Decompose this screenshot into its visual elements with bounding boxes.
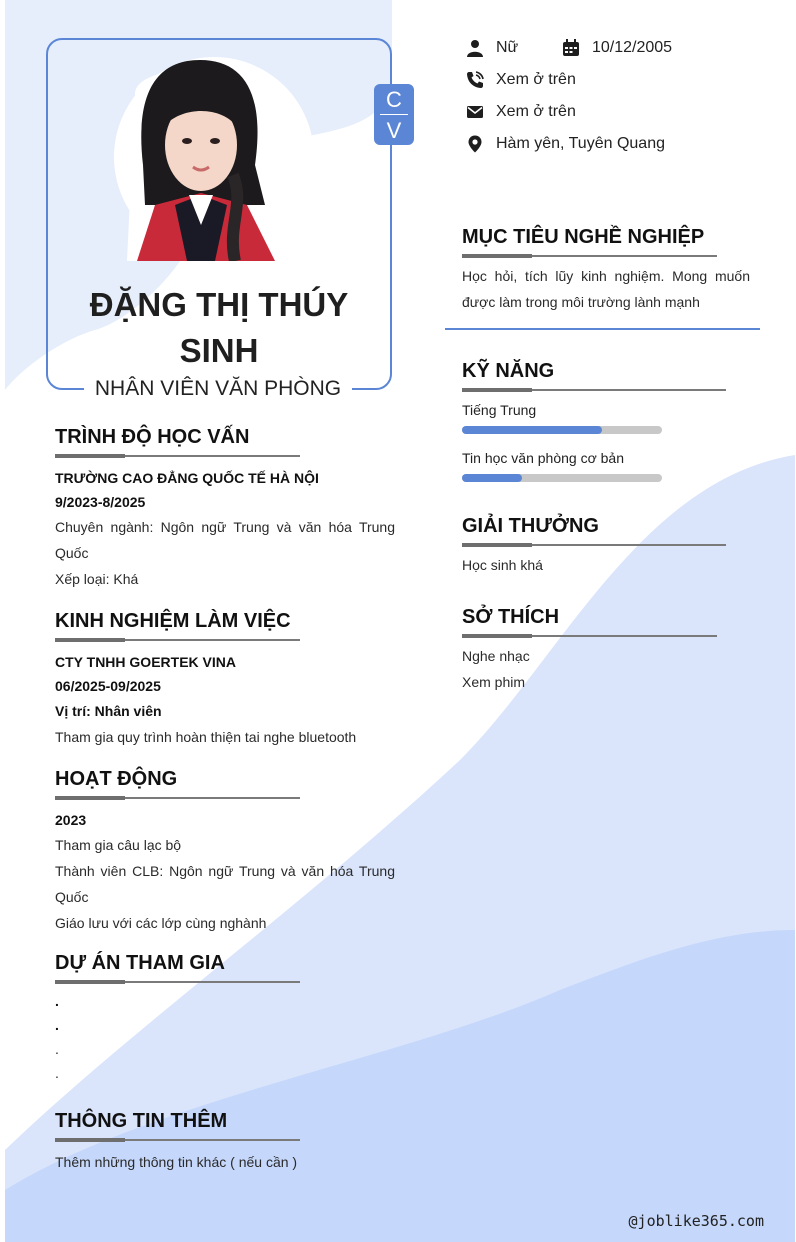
objective-title: MỤC TIÊU NGHỀ NGHIỆP [462, 226, 705, 248]
section-rule [462, 389, 726, 391]
hobbies-title: SỞ THÍCH [462, 606, 560, 628]
project-item: . [55, 1041, 59, 1057]
footer-handle[interactable]: @joblike365.com [628, 1212, 764, 1230]
education-title: TRÌNH ĐỘ HỌC VẤN [55, 426, 250, 448]
activities-section [55, 767, 395, 936]
profile-photo [115, 55, 277, 261]
skill-name: Tiếng Trung [462, 402, 537, 418]
activity-item: Tham gia câu lạc bộ [55, 837, 182, 853]
skills-title: KỸ NĂNG [462, 360, 555, 382]
section-rule [462, 544, 726, 546]
skill-item [462, 448, 750, 482]
more-info-text: Thêm những thông tin khác ( nếu cần ) [55, 1154, 298, 1170]
activity-item: Giáo lưu với các lớp cùng nghành [55, 915, 267, 931]
skill-bar [462, 474, 662, 482]
skill-name: Tin học văn phòng cơ bản [462, 450, 624, 466]
skill-bar-fill [462, 426, 602, 434]
gender-value: Nữ [496, 39, 519, 56]
education-grade: Xếp loại: Khá [55, 571, 139, 587]
section-rule [55, 639, 300, 641]
person-icon [466, 39, 484, 57]
more-info-section [55, 1109, 395, 1175]
section-rule [55, 797, 300, 799]
education-period: 9/2023-8/2025 [55, 494, 146, 510]
cv-badge [374, 84, 414, 145]
name-line-1: ĐẶNG THỊ THÚY [89, 286, 349, 323]
experience-period: 06/2025-09/2025 [55, 678, 161, 694]
badge-v: V [386, 118, 402, 143]
badge-c: C [386, 87, 402, 112]
badge-divider [380, 114, 408, 115]
right-column-divider [445, 328, 760, 330]
projects-title: DỰ ÁN THAM GIA [55, 952, 225, 974]
skill-item [462, 400, 750, 434]
education-school: TRƯỜNG CAO ĐẲNG QUỐC TẾ HÀ NỘI [55, 470, 319, 486]
phone-icon [466, 71, 484, 89]
education-major: Chuyên ngành: Ngôn ngữ Trung và văn hóa Trung Quốc [55, 519, 395, 561]
email-value[interactable]: Xem ở trên [496, 103, 576, 120]
education-section [55, 425, 395, 592]
projects-section [55, 951, 395, 1085]
location-pin-icon [466, 135, 484, 153]
email-icon [466, 103, 484, 121]
experience-description: Tham gia quy trình hoàn thiện tai nghe bluetooth [55, 729, 357, 745]
experience-position: Vị trí: Nhân viên [55, 703, 162, 719]
hobby-item: Nghe nhạc [462, 648, 530, 664]
hobbies-section [462, 605, 750, 695]
section-rule [462, 255, 717, 257]
experience-title: KINH NGHIỆM LÀM VIỆC [55, 610, 291, 632]
address-value: Hàm yên, Tuyên Quang [496, 135, 665, 152]
name-line-2: SINH [179, 332, 259, 369]
awards-section [462, 514, 750, 578]
more-info-title: THÔNG TIN THÊM [55, 1110, 228, 1132]
experience-company: CTY TNHH GOERTEK VINA [55, 654, 236, 670]
phone-value[interactable]: Xem ở trên [496, 71, 576, 88]
hobby-item: Xem phim [462, 674, 526, 690]
activities-year: 2023 [55, 812, 87, 828]
awards-title: GIẢI THƯỞNG [462, 515, 599, 537]
section-rule [55, 1139, 300, 1141]
project-item: . [55, 1017, 59, 1033]
birthday-value: 10/12/2005 [592, 39, 673, 56]
objective-text: Học hỏi, tích lũy kinh nghiệm. Mong muốn được làm trong môi trường lành mạnh [462, 268, 750, 310]
skill-bar [462, 426, 662, 434]
calendar-icon [562, 39, 580, 57]
project-item: . [55, 993, 59, 1009]
activity-item: Thành viên CLB: Ngôn ngữ Trung và văn hóa Trung Quốc [55, 863, 395, 905]
skill-bar-fill [462, 474, 522, 482]
activities-title: HOẠT ĐỘNG [55, 768, 178, 790]
project-item: . [55, 1065, 59, 1081]
experience-section [55, 609, 395, 750]
section-rule [55, 455, 300, 457]
section-rule [55, 981, 300, 983]
job-title: NHÂN VIÊN VĂN PHÒNG [84, 376, 352, 402]
skills-section [462, 359, 750, 482]
objective-section [462, 225, 750, 315]
awards-text: Học sinh khá [462, 557, 543, 573]
section-rule [462, 635, 717, 637]
candidate-name [46, 282, 392, 374]
